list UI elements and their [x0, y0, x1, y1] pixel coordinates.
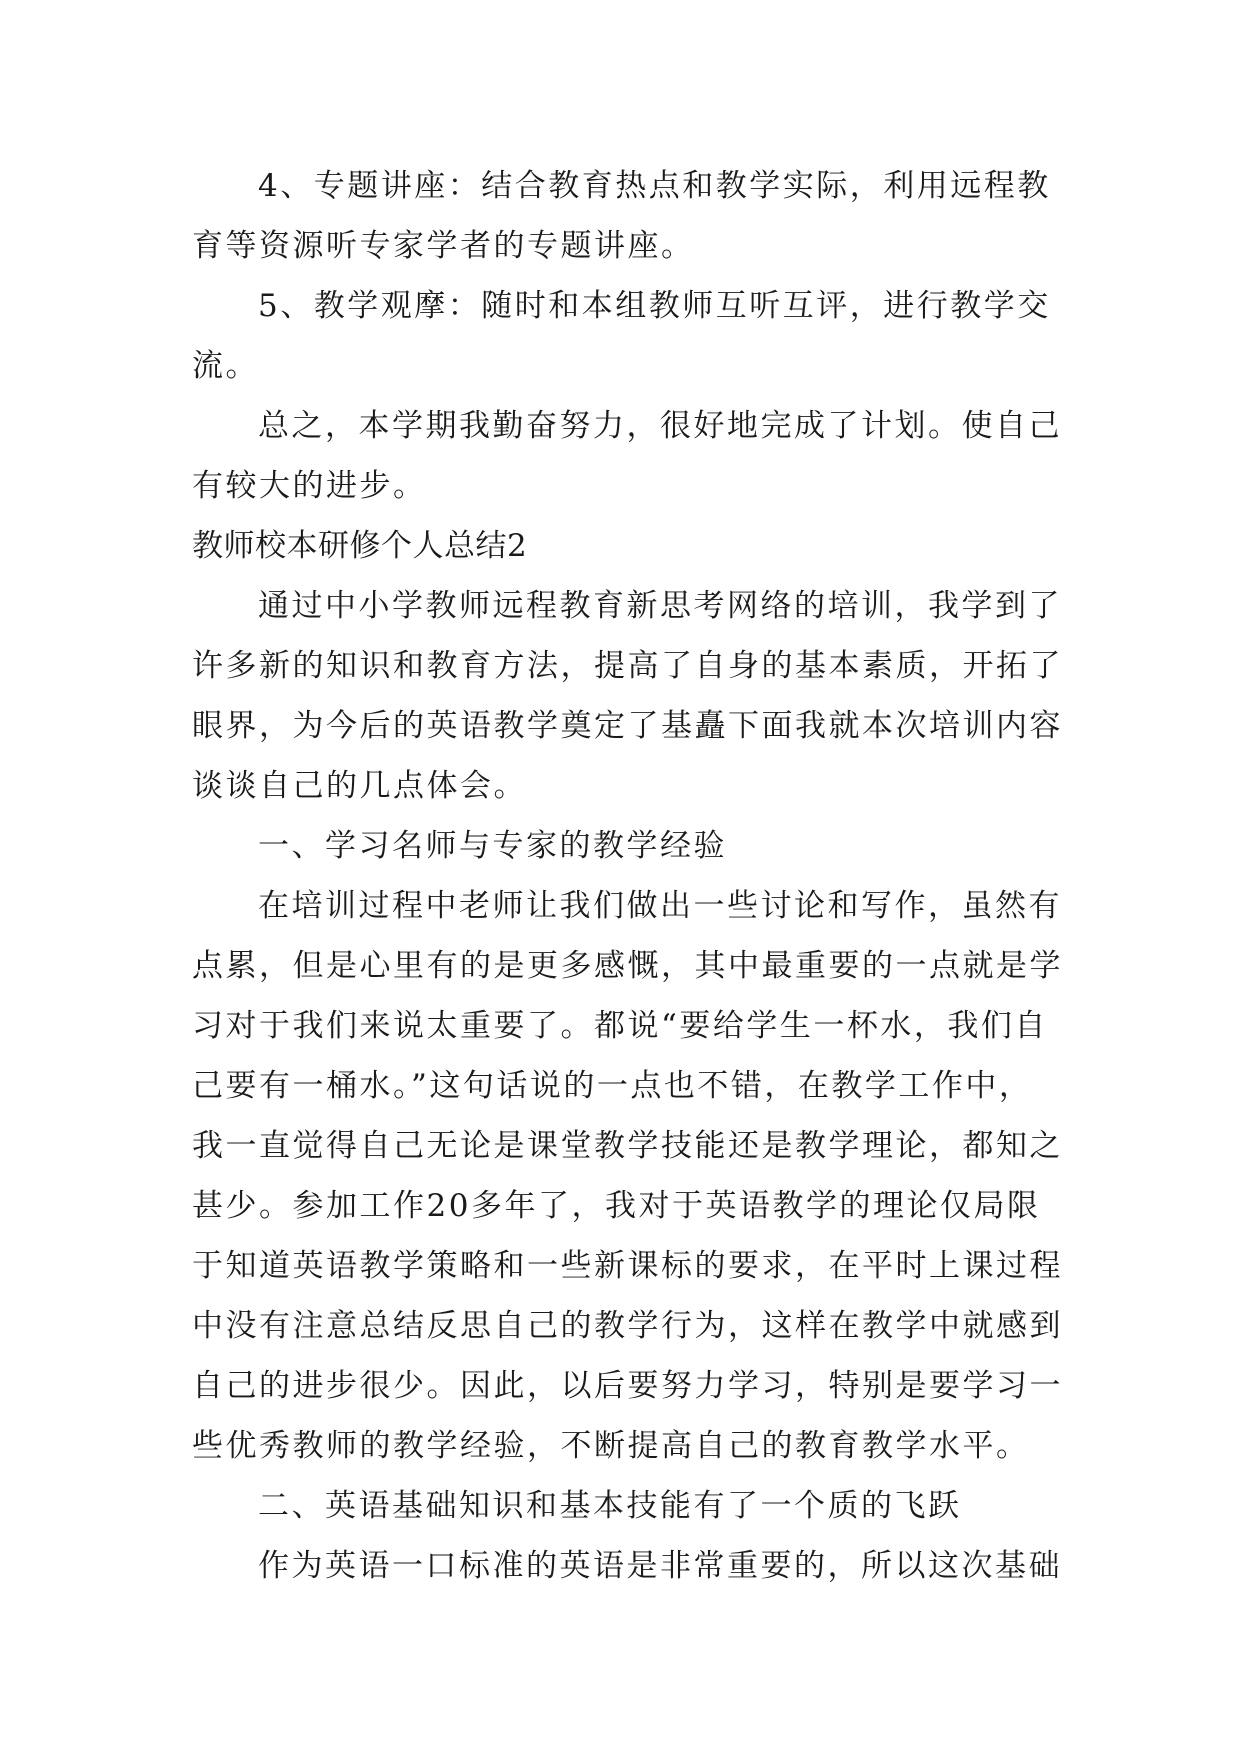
summary-line2: 有较大的进步。 [192, 468, 427, 504]
intro-line4: 谈谈自己的几点体会。 [192, 768, 527, 804]
para1-line1: 在培训过程中老师让我们做出一些讨论和写作，虽然有 [258, 888, 1062, 924]
para1-line10: 些优秀教师的教学经验，不断提高自己的教育教学水平。 [192, 1428, 1030, 1464]
para2-line1: 作为英语一口标准的英语是非常重要的，所以这次基础 [258, 1548, 1062, 1584]
para1-line8: 中没有注意总结反思自己的教学行为，这样在教学中就感到 [192, 1308, 1063, 1344]
section-title: 教师校本研修个人总结2 [192, 528, 528, 564]
para1-line5: 我一直觉得自己无论是课堂教学技能还是教学理论，都知之 [192, 1128, 1063, 1164]
para1-line9: 自己的进步很少。因此，以后要努力学习，特别是要学习一 [192, 1368, 1063, 1404]
item5-line1: 5、教学观摩：随时和本组教师互听互评，进行教学交 [258, 288, 1051, 324]
summary-line1: 总之，本学期我勤奋努力，很好地完成了计划。使自己 [258, 408, 1062, 444]
heading-1: 一、学习名师与专家的教学经验 [258, 828, 727, 864]
intro-line1: 通过中小学教师远程教育新思考网络的培训，我学到了 [258, 588, 1062, 624]
para1-line7: 于知道英语教学策略和一些新课标的要求，在平时上课过程 [192, 1248, 1063, 1284]
intro-line2: 许多新的知识和教育方法，提高了自身的基本素质，开拓了 [192, 648, 1063, 684]
heading-2: 二、英语基础知识和基本技能有了一个质的飞跃 [258, 1488, 962, 1524]
intro-line3: 眼界，为今后的英语教学奠定了基矗下面我就本次培训内容 [192, 708, 1063, 744]
para1-line4: 己要有一桶水。”这句话说的一点也不错，在教学工作中， [192, 1068, 1033, 1104]
para1-line6: 甚少。参加工作20多年了，我对于英语教学的理论仅局限 [192, 1188, 1041, 1224]
para1-line2: 点累，但是心里有的是更多感慨，其中最重要的一点就是学 [192, 948, 1063, 984]
item5-line2: 流。 [192, 348, 259, 384]
para1-line3: 习对于我们来说太重要了。都说“要给学生一杯水，我们自 [192, 1008, 1048, 1044]
item4-line1: 4、专题讲座：结合教育热点和教学实际，利用远程教 [258, 168, 1051, 204]
item4-line2: 育等资源听专家学者的专题讲座。 [192, 228, 695, 264]
